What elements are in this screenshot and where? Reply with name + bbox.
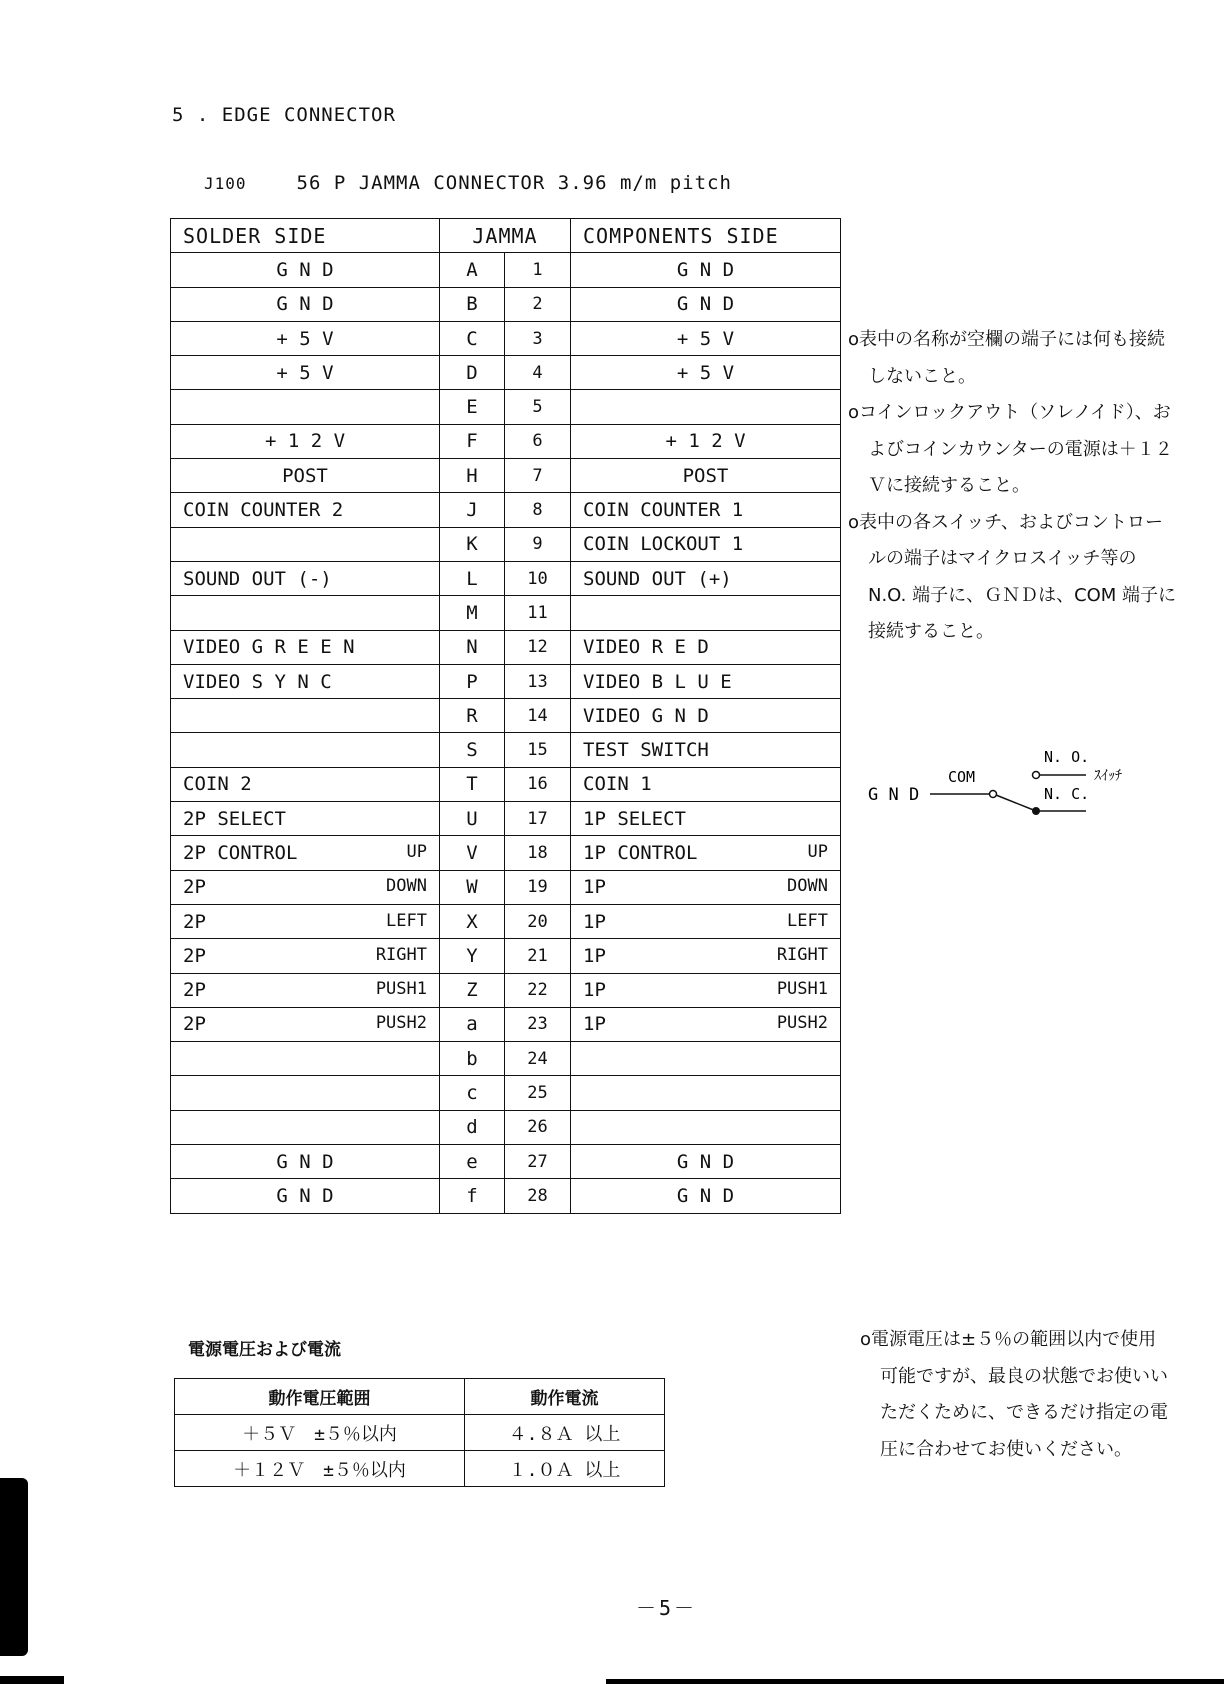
pin-letter: J bbox=[440, 493, 505, 527]
solder-side-signal bbox=[171, 973, 440, 1007]
pin-number: 6 bbox=[505, 424, 571, 458]
solder-side-signal bbox=[171, 939, 440, 973]
pin-signal-direction: PUSH1 bbox=[776, 979, 828, 1000]
pin-signal-direction: PUSH1 bbox=[375, 979, 427, 1000]
pin-number: 19 bbox=[505, 870, 571, 904]
pin-number: 9 bbox=[505, 527, 571, 561]
pin-signal-label: 1P bbox=[583, 944, 606, 967]
power-current-12v: １.０Ａ 以上 bbox=[465, 1451, 665, 1487]
pin-number: 28 bbox=[505, 1179, 571, 1213]
pin-row bbox=[171, 802, 841, 836]
scan-edge-mark bbox=[0, 1478, 28, 1656]
solder-side-signal bbox=[171, 1076, 440, 1110]
pin-row bbox=[171, 561, 841, 595]
pin-number: 25 bbox=[505, 1076, 571, 1110]
pin-row bbox=[171, 939, 841, 973]
pin-signal-direction: DOWN bbox=[787, 876, 828, 897]
power-voltage-12v: ＋１２Ｖ ±５％以内 bbox=[175, 1451, 465, 1487]
pin-row bbox=[171, 973, 841, 1007]
pin-letter: W bbox=[440, 870, 505, 904]
pin-number: 15 bbox=[505, 733, 571, 767]
power-voltage-5v: ＋５Ｖ ±５％以内 bbox=[175, 1415, 465, 1451]
pin-number: 22 bbox=[505, 973, 571, 1007]
connector-subtitle bbox=[204, 172, 732, 194]
pin-row bbox=[171, 1110, 841, 1144]
solder-side-signal: G N D bbox=[171, 287, 440, 321]
diagram-com-label: COM bbox=[948, 768, 976, 786]
pin-letter: F bbox=[440, 424, 505, 458]
solder-side-signal: + 5 V bbox=[171, 356, 440, 390]
pin-signal-direction: PUSH2 bbox=[776, 1013, 828, 1034]
pin-signal-direction: LEFT bbox=[787, 910, 828, 931]
pin-number: 2 bbox=[505, 287, 571, 321]
components-side-signal bbox=[571, 1076, 841, 1110]
solder-side-signal bbox=[171, 836, 440, 870]
pin-letter: N bbox=[440, 630, 505, 664]
diagram-no-label: N. O. bbox=[1044, 748, 1090, 766]
scan-edge-mark bbox=[0, 1676, 64, 1684]
components-side-signal: G N D bbox=[571, 287, 841, 321]
pin-signal-label: 2P bbox=[183, 979, 206, 1002]
pin-row bbox=[171, 253, 841, 287]
power-title: 電源電圧および電流 bbox=[188, 1340, 341, 1360]
solder-side-signal bbox=[171, 870, 440, 904]
pin-row bbox=[171, 904, 841, 938]
pin-row bbox=[171, 1007, 841, 1041]
pin-number: 10 bbox=[505, 561, 571, 595]
pin-letter: Z bbox=[440, 973, 505, 1007]
solder-side-signal: G N D bbox=[171, 253, 440, 287]
pin-number: 23 bbox=[505, 1007, 571, 1041]
solder-side-signal bbox=[171, 596, 440, 630]
solder-side-signal: + 1 2 V bbox=[171, 424, 440, 458]
pin-signal-label: 2P bbox=[183, 910, 206, 933]
pin-signal-label: 1P CONTROL bbox=[583, 841, 698, 864]
pin-row bbox=[171, 424, 841, 458]
pin-row bbox=[171, 1179, 841, 1213]
solder-side-signal bbox=[171, 527, 440, 561]
pin-row bbox=[171, 1145, 841, 1179]
pin-signal-direction: PUSH2 bbox=[375, 1013, 427, 1034]
components-side-signal: COIN COUNTER 1 bbox=[571, 493, 841, 527]
header-solder-side: SOLDER SIDE bbox=[171, 219, 440, 253]
components-side-signal: COIN LOCKOUT 1 bbox=[571, 527, 841, 561]
connector-ref: J100 bbox=[204, 174, 247, 193]
pin-signal-direction: UP bbox=[807, 841, 828, 862]
power-row bbox=[175, 1451, 665, 1487]
diagram-switch-label: ｽｲｯﾁ bbox=[1094, 768, 1122, 784]
pin-number: 1 bbox=[505, 253, 571, 287]
pin-letter: b bbox=[440, 1042, 505, 1076]
pin-number: 11 bbox=[505, 596, 571, 630]
pin-row bbox=[171, 1042, 841, 1076]
section-title: 5 . EDGE CONNECTOR bbox=[172, 104, 396, 126]
components-side-signal: TEST SWITCH bbox=[571, 733, 841, 767]
page-number: －5－ bbox=[636, 1596, 698, 1620]
pin-row bbox=[171, 459, 841, 493]
components-side-signal bbox=[571, 904, 841, 938]
power-row bbox=[175, 1415, 665, 1451]
pin-number: 7 bbox=[505, 459, 571, 493]
diagram-gnd-label: G N D bbox=[868, 785, 920, 805]
pin-number: 24 bbox=[505, 1042, 571, 1076]
pin-row bbox=[171, 664, 841, 698]
pin-signal-label: 2P bbox=[183, 876, 206, 899]
components-side-signal bbox=[571, 1042, 841, 1076]
pin-row bbox=[171, 390, 841, 424]
note-coin-lockout: oコインロックアウト（ソレノイド）、およびコインカウンターの電源は＋１２Ｖに接続すること。 bbox=[848, 402, 1173, 496]
components-side-signal: SOUND OUT (+) bbox=[571, 561, 841, 595]
components-side-signal: VIDEO G N D bbox=[571, 699, 841, 733]
pin-letter: f bbox=[440, 1179, 505, 1213]
pin-number: 17 bbox=[505, 802, 571, 836]
pin-signal-label: 2P bbox=[183, 944, 206, 967]
pin-row bbox=[171, 630, 841, 664]
pin-letter: E bbox=[440, 390, 505, 424]
pin-number: 18 bbox=[505, 836, 571, 870]
components-side-signal: + 1 2 V bbox=[571, 424, 841, 458]
solder-side-signal: G N D bbox=[171, 1145, 440, 1179]
pin-letter: A bbox=[440, 253, 505, 287]
pin-number: 12 bbox=[505, 630, 571, 664]
pin-number: 5 bbox=[505, 390, 571, 424]
power-header-current: 動作電流 bbox=[465, 1379, 665, 1415]
solder-side-signal bbox=[171, 390, 440, 424]
solder-side-signal: COIN COUNTER 2 bbox=[171, 493, 440, 527]
solder-side-signal: VIDEO G R E E N bbox=[171, 630, 440, 664]
power-header-voltage: 動作電圧範囲 bbox=[175, 1379, 465, 1415]
power-table bbox=[174, 1378, 665, 1487]
solder-side-signal: 2P SELECT bbox=[171, 802, 440, 836]
solder-side-signal bbox=[171, 904, 440, 938]
power-header-row bbox=[175, 1379, 665, 1415]
pin-row bbox=[171, 836, 841, 870]
pin-letter: P bbox=[440, 664, 505, 698]
pin-number: 14 bbox=[505, 699, 571, 733]
pin-letter: U bbox=[440, 802, 505, 836]
components-side-signal: COIN 1 bbox=[571, 767, 841, 801]
components-side-signal: + 5 V bbox=[571, 356, 841, 390]
pin-signal-direction: RIGHT bbox=[375, 944, 427, 965]
pin-letter: L bbox=[440, 561, 505, 595]
scan-edge-mark bbox=[606, 1679, 1224, 1684]
pin-letter: T bbox=[440, 767, 505, 801]
components-side-signal bbox=[571, 939, 841, 973]
pin-number: 16 bbox=[505, 767, 571, 801]
connector-description: 56 P JAMMA CONNECTOR 3.96 m/m pitch bbox=[296, 172, 732, 194]
components-side-signal bbox=[571, 870, 841, 904]
components-side-signal: + 5 V bbox=[571, 321, 841, 355]
pin-row bbox=[171, 321, 841, 355]
diagram-switch-lever bbox=[996, 795, 1036, 811]
pin-letter: c bbox=[440, 1076, 505, 1110]
solder-side-signal: VIDEO S Y N C bbox=[171, 664, 440, 698]
pin-signal-label: 1P bbox=[583, 910, 606, 933]
components-side-signal bbox=[571, 973, 841, 1007]
solder-side-signal bbox=[171, 733, 440, 767]
components-side-signal: G N D bbox=[571, 1179, 841, 1213]
pin-row bbox=[171, 287, 841, 321]
pin-number: 26 bbox=[505, 1110, 571, 1144]
pin-letter: M bbox=[440, 596, 505, 630]
solder-side-signal: G N D bbox=[171, 1179, 440, 1213]
pin-letter: V bbox=[440, 836, 505, 870]
diagram-no-terminal bbox=[1033, 772, 1040, 779]
components-side-signal: G N D bbox=[571, 1145, 841, 1179]
pin-letter: a bbox=[440, 1007, 505, 1041]
solder-side-signal bbox=[171, 1042, 440, 1076]
pin-signal-direction: DOWN bbox=[386, 876, 427, 897]
diagram-com-terminal bbox=[990, 791, 997, 798]
solder-side-signal: + 5 V bbox=[171, 321, 440, 355]
solder-side-signal bbox=[171, 699, 440, 733]
pin-signal-label: 1P bbox=[583, 1013, 606, 1036]
solder-side-signal bbox=[171, 1007, 440, 1041]
pin-row bbox=[171, 596, 841, 630]
components-side-signal bbox=[571, 1110, 841, 1144]
pin-row bbox=[171, 1076, 841, 1110]
components-side-signal: POST bbox=[571, 459, 841, 493]
solder-side-signal: COIN 2 bbox=[171, 767, 440, 801]
components-side-signal bbox=[571, 596, 841, 630]
components-side-signal: 1P SELECT bbox=[571, 802, 841, 836]
power-note: o電源電圧は±５％の範囲以内で使用可能ですが、最良の状態でお使いいただくために、できるだけ指定の電圧に合わせてお使いください。 bbox=[860, 1329, 1168, 1460]
header-jamma: JAMMA bbox=[440, 219, 571, 253]
pin-notes bbox=[848, 322, 1178, 651]
pinout-header-row bbox=[171, 219, 841, 253]
pin-row bbox=[171, 733, 841, 767]
pinout-table bbox=[170, 218, 841, 1214]
pin-letter: R bbox=[440, 699, 505, 733]
pin-row bbox=[171, 356, 841, 390]
pin-letter: Y bbox=[440, 939, 505, 973]
note-unused-pins: o表中の名称が空欄の端子には何も接続しないこと。 bbox=[848, 329, 1166, 387]
pin-row bbox=[171, 527, 841, 561]
components-side-signal: G N D bbox=[571, 253, 841, 287]
pin-letter: e bbox=[440, 1145, 505, 1179]
pin-row bbox=[171, 493, 841, 527]
solder-side-signal: SOUND OUT (-) bbox=[171, 561, 440, 595]
components-side-signal: VIDEO B L U E bbox=[571, 664, 841, 698]
pin-letter: S bbox=[440, 733, 505, 767]
pin-signal-direction: RIGHT bbox=[776, 944, 828, 965]
pin-letter: H bbox=[440, 459, 505, 493]
pin-letter: d bbox=[440, 1110, 505, 1144]
pin-letter: X bbox=[440, 904, 505, 938]
pin-letter: B bbox=[440, 287, 505, 321]
pin-signal-direction: UP bbox=[406, 841, 427, 862]
pin-row bbox=[171, 699, 841, 733]
components-side-signal bbox=[571, 1007, 841, 1041]
components-side-signal: VIDEO R E D bbox=[571, 630, 841, 664]
pin-number: 20 bbox=[505, 904, 571, 938]
power-note-block bbox=[860, 1322, 1170, 1468]
solder-side-signal: POST bbox=[171, 459, 440, 493]
pin-signal-label: 2P CONTROL bbox=[183, 841, 298, 864]
header-components-side: COMPONENTS SIDE bbox=[571, 219, 841, 253]
pin-number: 3 bbox=[505, 321, 571, 355]
pin-letter: K bbox=[440, 527, 505, 561]
components-side-signal bbox=[571, 836, 841, 870]
diagram-nc-label: N. C. bbox=[1044, 785, 1090, 803]
power-current-5v: ４.８Ａ 以上 bbox=[465, 1415, 665, 1451]
pin-signal-label: 2P bbox=[183, 1013, 206, 1036]
pin-number: 8 bbox=[505, 493, 571, 527]
pin-number: 27 bbox=[505, 1145, 571, 1179]
pin-letter: D bbox=[440, 356, 505, 390]
pin-signal-label: 1P bbox=[583, 876, 606, 899]
switch-wiring-diagram bbox=[868, 748, 1168, 828]
solder-side-signal bbox=[171, 1110, 440, 1144]
note-switches: o表中の各スイッチ、およびコントロールの端子はマイクロスイッチ等の N.O. 端子に、ＧＮＤは、COM 端子に接続すること。 bbox=[848, 511, 1177, 642]
pin-row bbox=[171, 870, 841, 904]
pin-signal-label: 1P bbox=[583, 979, 606, 1002]
pin-signal-direction: LEFT bbox=[386, 910, 427, 931]
components-side-signal bbox=[571, 390, 841, 424]
pin-number: 21 bbox=[505, 939, 571, 973]
pin-letter: C bbox=[440, 321, 505, 355]
pin-number: 13 bbox=[505, 664, 571, 698]
pin-row bbox=[171, 767, 841, 801]
pin-number: 4 bbox=[505, 356, 571, 390]
